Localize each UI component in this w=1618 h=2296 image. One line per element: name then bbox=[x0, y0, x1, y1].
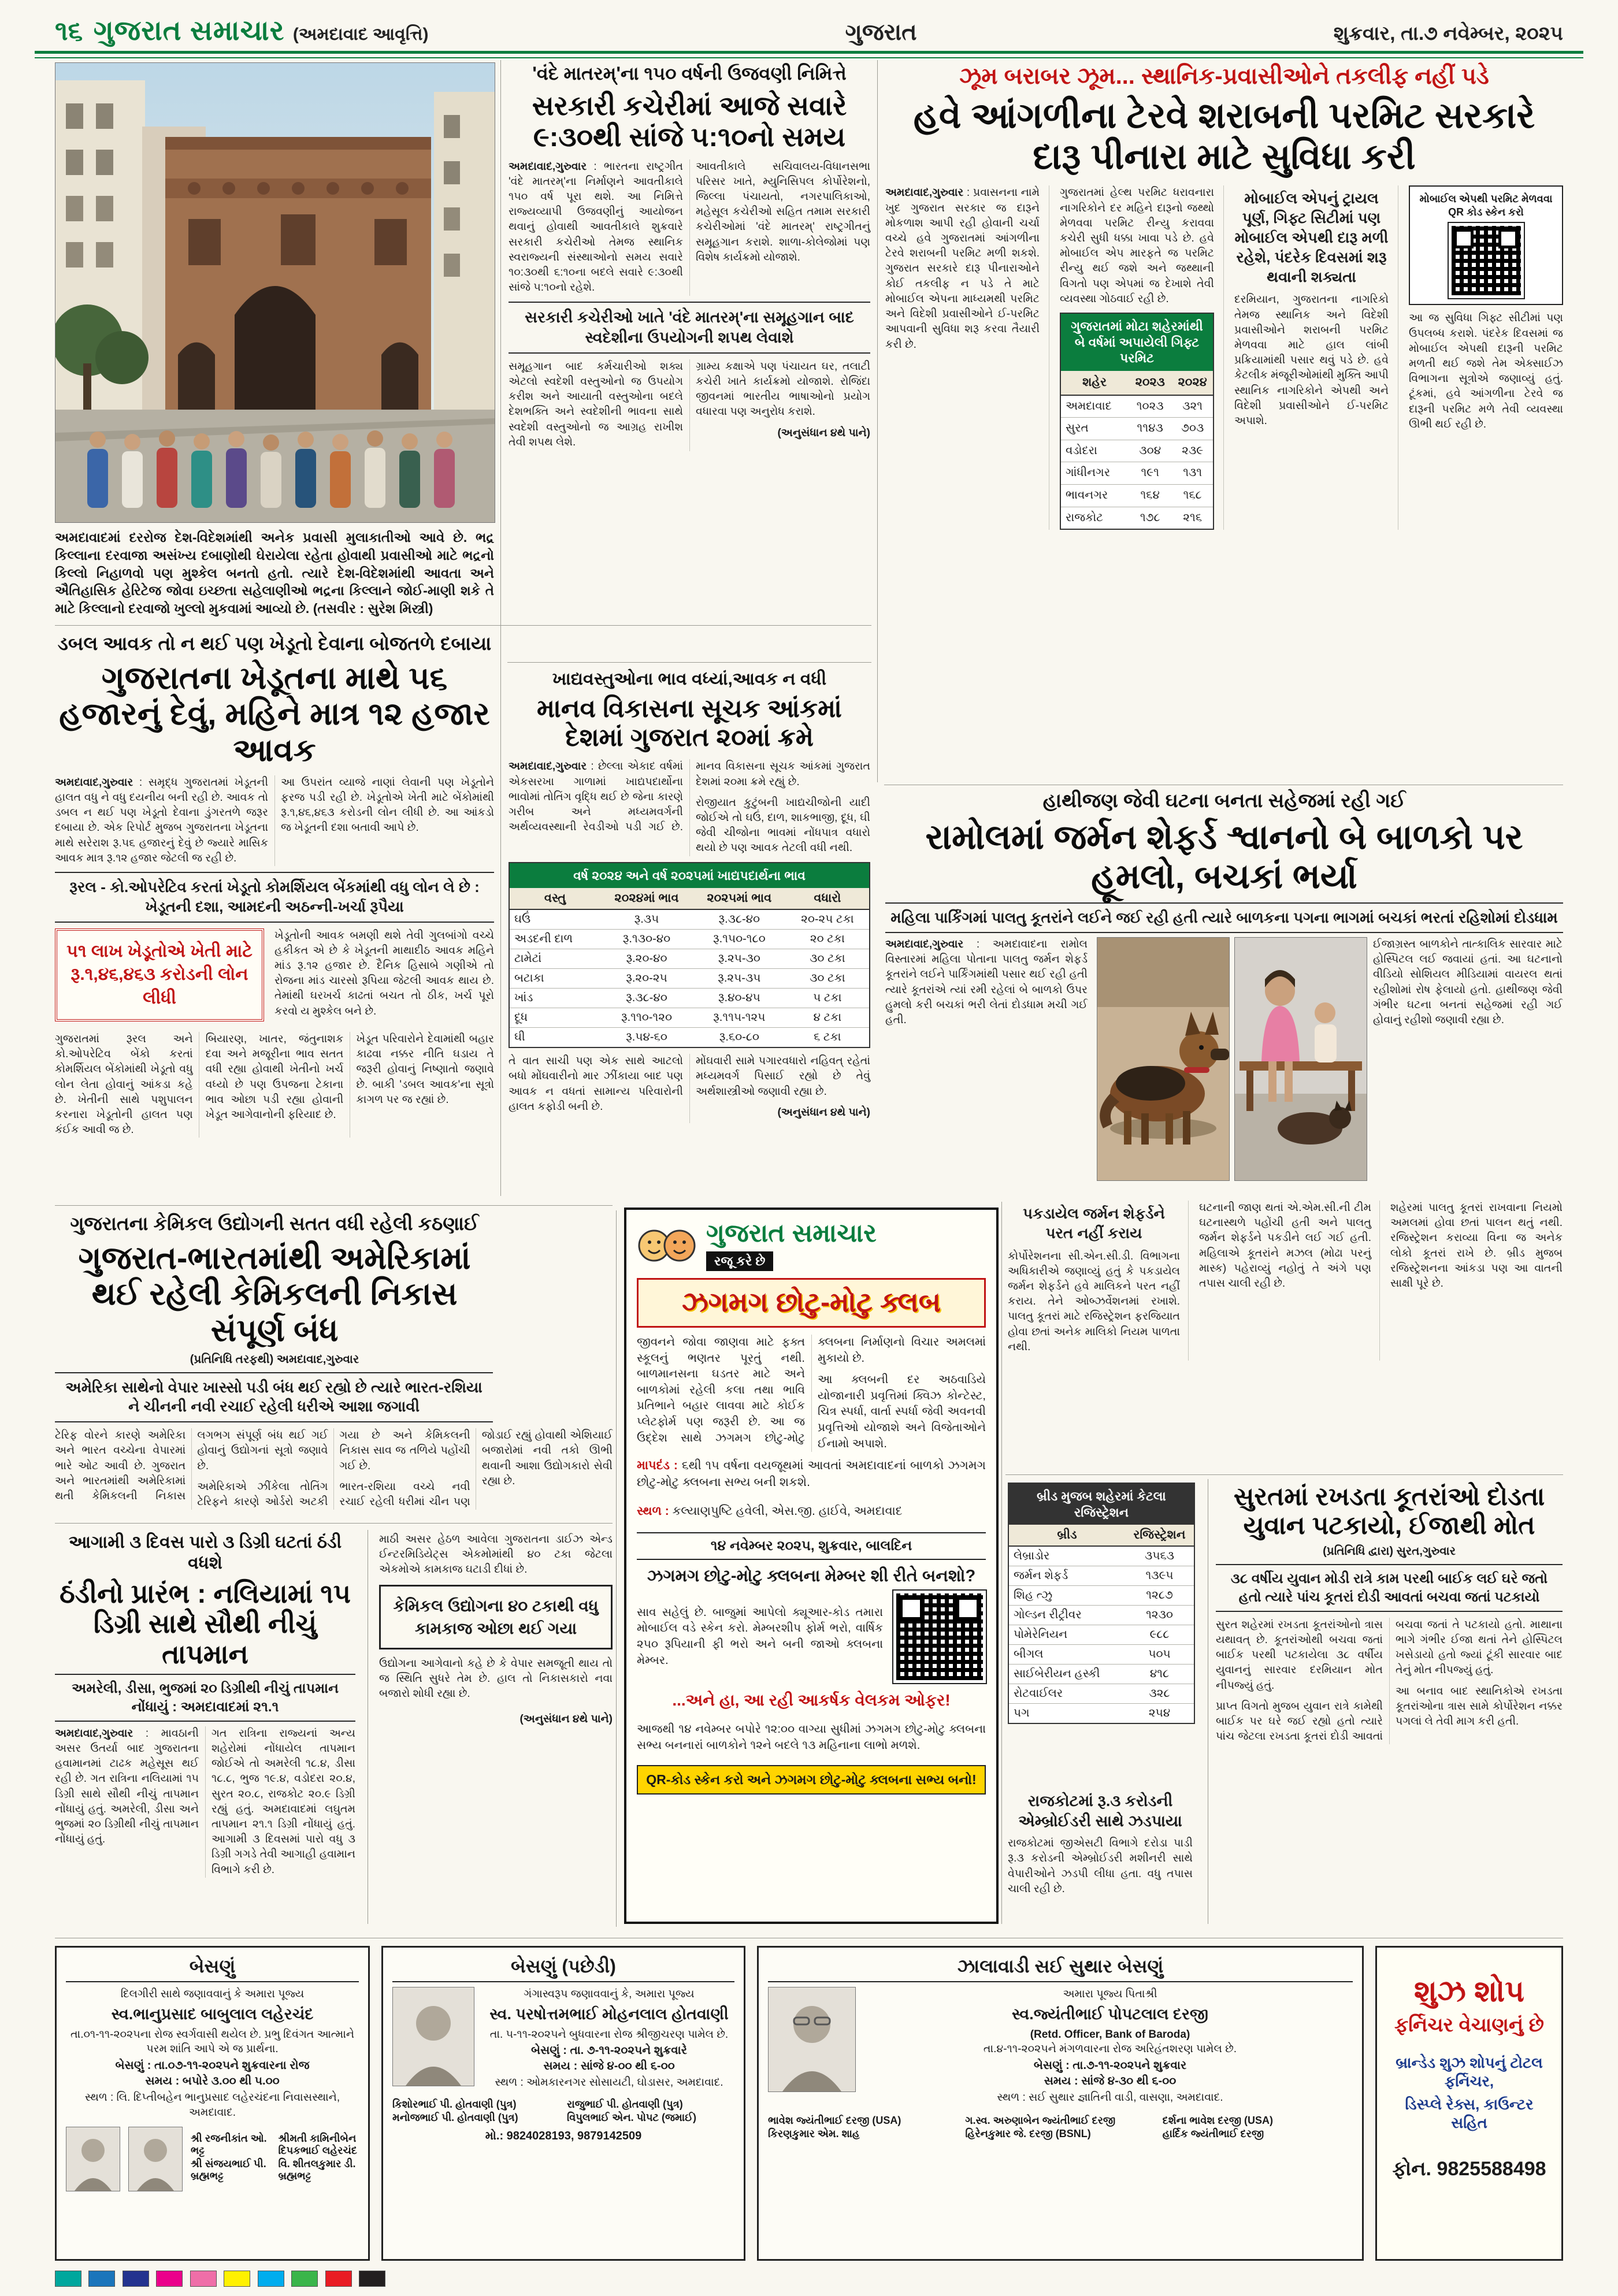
obituary-title: બેસણું (પછેડી) bbox=[392, 1956, 734, 1982]
table-title: ગુજરાતમાં મોટા શહેરમાંથી બે વર્ષમાં અપાયેલી ગિફ્ટ પરમિટ bbox=[1061, 314, 1213, 371]
mourner-name: શ્રી સંજયભાઈ પી. બ્રહ્મભટ્ટ bbox=[191, 2158, 266, 2182]
table-row: અમદાવાદ ૧૦૨૩ ૩૨૧ bbox=[1061, 395, 1213, 418]
page-number: ૧૬ bbox=[55, 16, 83, 46]
german-shepherd-photo bbox=[1097, 937, 1230, 1181]
portrait-photo bbox=[768, 1987, 856, 2092]
besnu-venue: સ્થળ : ઓમકારનગર સોસાયટી, ઘોડાસર, અમદાવાદ. bbox=[495, 2076, 723, 2089]
contact-phones: મો.: 9824028193, 9879142509 bbox=[485, 2129, 642, 2142]
club-field bbox=[637, 1503, 986, 1520]
deceased-designation: (Retd. Officer, Bank of Baroda) bbox=[1030, 2028, 1190, 2041]
besnu-time: સમય : બપોરે ૩.૦૦ થી ૫.૦૦ bbox=[145, 2074, 280, 2087]
obituary-detail: તા.૪-૧૧-૨૦૨૫ને મંગળવારના રોજ અરિહંતશરણ પામેલ છે. bbox=[983, 2043, 1237, 2056]
body-column bbox=[1409, 185, 1563, 530]
mourner-name: ભાવેશ જ્યંતીભાઈ દરજી (USA) bbox=[768, 2114, 901, 2126]
dateline: અમદાવાદ,ગુરુવાર bbox=[509, 760, 587, 773]
mourner-name: હિરેનકુમાર જે. દરજી (BSNL) bbox=[965, 2127, 1091, 2139]
continuation-note: (અનુસંધાન ૪થે પાને) bbox=[519, 1712, 613, 1725]
column-rule bbox=[616, 1210, 617, 1927]
paragraph: શહેરમાં પાલતુ કૂતરાં રાખવાના નિયમો અમલમાં હોવા છતાં પાલન થતું નથી. રજિસ્ટ્રેશન કરાવ્યા વિના જ અનેક લોકો કૂતરાં રાખે છે. બ્રીડ મુજબ રજિસ્ટ્રેશનના આંકડા પણ આ વાતની સાક્ષી પૂરે છે. bbox=[1390, 1202, 1563, 1290]
qr-box bbox=[1409, 185, 1563, 305]
portrait-photo bbox=[128, 2127, 183, 2191]
article-headline: સુરતમાં રખડતા કૂતરાંઓ દોડતા યુવાન પટકાયો, ઈજાથી મોત bbox=[1233, 1483, 1545, 1540]
byline-block bbox=[55, 1353, 494, 1366]
paragraph: દરમિયાન, ગુજરાતના નાગરિકો તેમજ સ્થાનિક અને વિદેશી પ્રવાસીઓને શરાબની પરમિટ મેળવવા માટે હાલ લાંબી પ્રક્રિયામાંથી પસાર થવું પડે છે. હવે કેટલીક મંજૂરીઓમાંથી મુક્તિ આપી સ્થાનિક નાગરિકોને એપથી અને વિદેશી પ્રવાસીઓને ઈ-પરમિટ અપાશે. bbox=[1234, 293, 1389, 428]
print-mark bbox=[123, 2271, 149, 2287]
body-column bbox=[1390, 1201, 1563, 1361]
ad-line: બ્રાન્ડેડ શુઝ શોપનું ટોટલ ફર્નિચર, bbox=[1396, 2054, 1543, 2090]
paragraph: ખેડૂત પરિવારોને દેવામાંથી બહાર કાઢવા નક્કર નીતિ ઘડાય તે જરૂરી હોવાનું નિષ્ણાતો જણાવે છે. બાકી 'ડબલ આવક'ના સૂત્રો કાગળ પર જ રહ્યાં છે. bbox=[356, 1032, 494, 1106]
table-row: ઘી રૂ.૫૪-૬૦ રૂ.૬૦-૮૦ ૬ ટકા bbox=[514, 1031, 841, 1044]
club-field bbox=[637, 1458, 986, 1491]
table-header bbox=[1009, 1525, 1194, 1546]
print-mark bbox=[325, 2271, 352, 2287]
paragraph: સુરત શહેરમાં રખડતા કૂતરાંઓનો ત્રાસ યથાવત્ છે. કૂતરાંઓથી બચવા જતાં બાઈક પરથી પટકાયેલા ૩૮ વર્ષીય યુવાનનું સારવાર દરમિયાન મોત નીપજ્યું હતું. bbox=[1216, 1618, 1383, 1692]
obituary-text bbox=[484, 1987, 734, 2090]
article-cold-wave bbox=[55, 1532, 355, 1878]
dateline: અમદાવાદ,ગુરુવાર bbox=[276, 1353, 359, 1366]
article-body bbox=[55, 1032, 494, 1138]
mourner-name: ગ.સ્વ. અરુણાબેન જ્યંતીભાઈ દરજી bbox=[965, 2114, 1116, 2126]
page-header bbox=[55, 15, 1563, 47]
table-row: વસ્તુ ૨૦૨૪માં ભાવ ૨૦૨૫માં ભાવ વધારો bbox=[510, 888, 869, 909]
article-kicker: ડબલ આવક તો ન થઈ પણ ખેડૂતો દેવાના બોજતળે દબાયા bbox=[57, 633, 492, 654]
table-row: દૂધ રૂ.૧૧૦-૧૨૦ રૂ.૧૧૫-૧૨૫ ૪ ટકા bbox=[510, 1008, 869, 1028]
paragraph: ભારતના રાષ્ટ્રગીત 'વંદે માતરમ્'ના નિર્માણને આવતીકાલે ૧૫૦ વર્ષ પૂરા થશે. આ નિમિત્તે રાજ્યવ્યાપી ઉજવણીનું આયોજન થવાનું હોવાથી આવતીકાલે શુક્રવારે સરકારી કચેરીઓ તેમજ સ્થાનિક સ્વરાજ્યની સંસ્થાઓનો સમય સવારે ૧૦:૩૦થી ૬:૧૦ના બદલે સવારે ૯:૩૦થી સાંજે ૫:૧૦નો રહેશે. bbox=[509, 160, 684, 294]
column-rule bbox=[877, 60, 878, 782]
table-row: રાજકોટ ૧૭૮ ૨૧૬ bbox=[1066, 511, 1203, 524]
ad-line: ડિસ્પ્લે રેક્સ, કાઉન્ટર સહિત bbox=[1405, 2096, 1534, 2131]
mourner-name: વિપુલભાઈ એન. પોપટ (જમાઈ) bbox=[567, 2111, 697, 2123]
print-mark bbox=[291, 2271, 318, 2287]
section-divider bbox=[1005, 1474, 1563, 1475]
besnu-time: સમય : સાંજે ૪-૦૦ થી ૬-૦૦ bbox=[543, 2060, 675, 2073]
club-date: ૧૪ નવેમ્બર ૨૦૨૫, શુક્રવાર, બાલદિન bbox=[637, 1532, 986, 1560]
table-row: ઘઉં રૂ.૩૫ રૂ.૩૮-૪૦ ૨૦-૨૫ ટકા bbox=[510, 909, 869, 930]
club-brand: ગુજરાત સમાચાર bbox=[706, 1219, 877, 1247]
paragraph: આ જ સુવિધા ગિફ્ટ સીટીમાં પણ ઉપલબ્ધ કરાશે. પંદરેક દિવસમાં જ મોબાઈલ એપથી દારૂની પરમિટ મળતી થઈ જશે તેમ એક્સાઈઝ વિભાગના સૂત્રોએ જણાવ્યું હતું. ટૂંકમાં, હવે આંગળીના ટેરવે જ દારૂની પરમિટ મળે તેવી વ્યવસ્થા ઊભી થઈ રહી છે. bbox=[1409, 312, 1563, 430]
besnu-venue: સ્થળ : લિ. દિપ્તીબહેન ભાનુપ્રસાદ લહેરચંદના નિવાસસ્થાને, અમદાવાદ. bbox=[84, 2091, 340, 2119]
table-row: બટાકા રૂ.૨૦-૨૫ રૂ.૨૫-૩૫ ૩૦ ટકા bbox=[510, 969, 869, 989]
article-body bbox=[1216, 1618, 1563, 1745]
paragraph: પ્રવાસનના નામે ખુદ ગુજરાત સરકાર જ દારૂને મોકળાશ આપી રહી હોવાની ચર્ચા વચ્ચે હવે ગુજરાતમાં આંગળીના ટેરવે શરાબની પરમિટ મળી શકશે. ગુજરાત સરકારે દારૂ પીનારાઓને કોઈ તકલીફ ન પડે તે માટે મોબાઈલ એપના માધ્યમથી પરમિટ અને વિદેશી પ્રવાસીઓને ઈ-પરમિટ આપવાની સુવિધા શરૂ કરવા તૈયારી કરી છે. bbox=[885, 187, 1040, 351]
table-row: સુરત ૧૧૪૩ ૭૦૩ bbox=[1061, 418, 1213, 440]
paragraph: સાવ સહેલું છે. બાજુમાં આપેલો ક્યૂઆર-કોડ તમારા મોબાઈલ વડે સ્કેન કરો. મેમ્બરશીપ ફોર્મ ભરો, વાર્ષિક ૨૫૦ રૂપિયાની ફી ભરો અને બની જાઓ ક્લબના મેમ્બર. bbox=[637, 1606, 883, 1667]
paragraph: ગુજરાતમાં રૂરલ અને કો.ઓપરેટિવ બેંકો કરતાં કોમર્શિયલ બેંકોમાંથી ખેડૂતો વધુ લોન લેતા હોવાનું આંકડા કહે છે. ખેતીની સાથે પશુપાલન કરનારા ખેડૂતોની હાલત પણ કંઈક આવી જ છે. bbox=[55, 1032, 193, 1136]
lead-photo-block bbox=[55, 62, 494, 618]
ad-title: શુઝ શોપ bbox=[1414, 1975, 1524, 2008]
paragraph: ભારત-રશિયા વચ્ચે નવી રચાઈ રહેલી ધરીમાં ચીન પણ જોડાઈ રહ્યું હોવાથી એશિયાઈ બજારોમાં નવી તકો ઊભી થવાની આશા ઉદ્યોગકારો સેવી રહ્યા છે. bbox=[339, 1429, 613, 1509]
article-chemical-exports bbox=[55, 1212, 613, 1510]
article-surat-stray-dogs bbox=[1216, 1483, 1563, 1744]
deceased-name: સ્વ.જ્યંતીભાઈ પોપટલાલ દરજી bbox=[1012, 2005, 1208, 2023]
paragraph: માવઠાની અસર ઉતર્યા બાદ ગુજરાતના હવામાનમાં ટાઢક મહેસૂસ થઈ રહી છે. ગત રાત્રિના નલિયામાં ૧૫ ડિગ્રી સાથે સૌથી નીચું તાપમાન નોંધાયું હતું. અમરેલી, ડીસા અને ભુજમાં ૨૦ ડિગ્રીથી નીચું તાપમાન નોંધાયું હતું. bbox=[55, 1727, 199, 1846]
field-value: કલ્યાણપુષ્ટિ હવેલી, એસ.જી. હાઈવે, અમદાવાદ bbox=[672, 1504, 903, 1518]
paragraph: રોજીયાત કુટુંબની ખાદ્યચીજોની યાદી જોઈએ તો ઘઉં, દાળ, શાકભાજી, દૂધ, ઘી જેવી ચીજોના ભાવમાં નોંધપાત્ર વધારો થયો છે પણ આવક તેટલી વધી નથી. bbox=[696, 796, 870, 855]
photo-credit: (તસવીર : સુરેશ મિસ્ત્રી) bbox=[313, 601, 433, 616]
article-headline: ગુજરાત-ભારતમાંથી અમેરિકામાં થઈ રહેલી કેમિકલની નિકાસ સંપૂર્ણ બંધ bbox=[78, 1239, 471, 1348]
article-body bbox=[55, 1428, 613, 1510]
mourner-name: શ્રી રજનીકાંત ઓ. ભટ્ટ bbox=[191, 2132, 267, 2157]
photo-caption-text: અમદાવાદમાં દરરોજ દેશ-વિદેશમાંથી અનેક પ્રવાસી મુલાકાતીઓ આવે છે. ભદ્ર કિલ્લાના દરવાજા અસંખ્ય દબાણોથી ઘેરાયેલા રહેતા હોવાથી પ્રવાસીઓ માટે ભદ્રનો કિલ્લો નિહાળવો પણ મુશ્કેલ બનતો હતો. ત્યારે દેશ-વિદેશમાંથી આવતા અને ઐતિહાસિક હેરિટેજ જોવા ઇચ્છતા સહેલાણીઓ ભદ્રના કિલ્લાને જોઈ-માણી શકે તે માટે કિલ્લાનો દરવાજો ખુલ્લો મુકવામાં આવ્યો છે. bbox=[55, 530, 494, 616]
paragraph: ઈજાગ્રસ્ત બાળકોને તાત્કાલિક સારવાર માટે હોસ્પિટલ લઈ જવાયાં હતાં. આ ઘટનાનો વીડિયો સોશિયલ મીડિયામાં વાયરલ થતાં રહીશોમાં રોષ ફેલાયો હતો. હાથીજણ જેવી ગંભીર ઘટના બનતાં સહેજમાં રહી ગઈ હોવાનું રહીશો જણાવી રહ્યા છે. bbox=[1373, 938, 1563, 1027]
header-rule bbox=[35, 51, 1583, 58]
table-row: જર્મન શેફર્ડ ૧૩૯૫ bbox=[1009, 1566, 1194, 1586]
mourner-name: રાજુભાઈ પી. હોતવાણી (પુત્ર) bbox=[567, 2098, 683, 2110]
paragraph: ઘટનાની જાણ થતાં એ.એમ.સી.ની ટીમ ઘટનાસ્થળે પહોંચી હતી અને પાલતુ જર્મન શેફર્ડને પકડીને લઈ ગઈ હતી. મહિલાએ કૂતરાંને મઝલ (મોઢા પરનું માસ્ક) પહેરાવ્યું નહોતું તે અંગે પણ તપાસ ચાલી રહી છે. bbox=[1199, 1202, 1371, 1290]
mourner-name: શ્રીમતી કામિનીબેન દિપકભાઈ લહેરચંદ bbox=[278, 2132, 357, 2157]
article-crosshead: મોબાઈલ એપનું ટ્રાયલ પૂર્ણ, ગિફ્ટ સિટીમાં પણ મોબાઈલ એપથી દારૂ મળી રહેશે, પંદરેક દિવસમાં શરૂ થવાની શક્યતા bbox=[1234, 190, 1389, 285]
club-presents: રજૂ કરે છે bbox=[706, 1251, 773, 1271]
food-price-table bbox=[509, 862, 870, 1049]
table-row: ગાંધીનગર ૧૯૧ ૧૩૧ bbox=[1061, 462, 1213, 485]
obituary-ad-laherchand bbox=[55, 1946, 370, 2261]
mourner-names bbox=[191, 2132, 359, 2182]
paragraph: સમૃદ્ધ ગુજરાતમાં ખેડૂતની હાલત વધુ ને વધુ દયનીય બની રહી છે. આવક તો ડબલ ન થઈ પણ ખેડૂતો દેવાના ડુંગરતળે જરૂર દબાયા છે. એક રિપોર્ટ મુજબ ગુજરાતના ખેડૂતના માથે સરેરાશ રૂ.૫૬ હજારનું દેવું છે જ્યારે માસિક આવક માત્ર રૂ.૧૨ હજાર જેટલી જ રહી છે. bbox=[55, 776, 269, 864]
article-body bbox=[885, 185, 1563, 530]
article-subhead: અમરેલી, ડીસા, ભુજમાં ૨૦ ડિગ્રીથી નીચું તાપમાન નોંધાયું : અમદાવાદમાં ૨૧.૧ bbox=[55, 1674, 355, 1721]
ramol-body-row bbox=[1008, 1201, 1563, 1361]
article-subhead: મહિલા પાર્કિંગમાં પાલતુ કૂતરાંને લઈને જઈ રહી હતી ત્યારે બાળકના પગના ભાગમાં બચકાં ભરતાં રહિશોમાં દોડધામ bbox=[885, 902, 1563, 934]
table-title: વર્ષ ૨૦૨૪ અને વર્ષ ૨૦૨૫માં ખાદ્યપદાર્થના ભાવ bbox=[510, 863, 869, 889]
print-mark bbox=[88, 2271, 115, 2287]
dateline: સુરત,ગુરુવાર bbox=[1396, 1545, 1456, 1558]
ramol-body-column: અમદાવાદ,ગુરુવાર : અમદાવાદના રામોલ વિસ્તારમાં મહિલા પોતાના પાલતુ જર્મન શેફર્ડ કૂતરાંને લઈને પાર્કિંગમાંથી પસાર થઈ રહી હતી ત્યારે કૂતરાંએ ત્યાં રમી રહેલાં બે બાળકો ઉપર હુમલો કરી બચકાં ભરી લેતાં દોડધામ મચી ગઈ હતી. bbox=[885, 938, 1088, 1027]
club-intro bbox=[637, 1335, 986, 1452]
qr-code-icon bbox=[893, 1591, 986, 1683]
table-row: ટામેટાં રૂ.૨૦-૪૦ રૂ.૨૫-૩૦ ૩૦ ટકા bbox=[510, 949, 869, 969]
besnu-date: બેસણું : તા.૦૭-૧૧-૨૦૨૫ને શુક્રવારના રોજ bbox=[115, 2059, 310, 2072]
paragraph: ગ્રામ્ય કક્ષાએ પણ પંચાયત ઘર, તલાટી કચેરી ખાતે કાર્યક્રમો યોજાશે. રોજિંદા જીવનમાં ભારતીય ભાષાઓનો પ્રયોગ વધારવા પણ અનુરોધ કરાશે. bbox=[696, 360, 870, 418]
masthead: ગુજરાત સમાચાર bbox=[93, 16, 285, 46]
besnu-date: બેસણું : તા. ૭-૧૧-૨૦૨૫ને શુક્રવારે bbox=[531, 2044, 687, 2057]
byline-block bbox=[1216, 1545, 1563, 1558]
bhadra-fort-photo bbox=[55, 62, 495, 523]
paragraph: ખેડૂતોની આવક બમણી થશે તેવી ગુલબાંગો વચ્ચે હકીકત એ છે કે ખેડૂતની માથાદીઠ આવક મહિને માંડ રૂ.૧૨ હજાર છે. દૈનિક હિસાબે ગણીએ તો રોજના માંડ ચારસો રૂપિયા જેટલી આવક થાય છે. તેમાંથી ઘરખર્ચ કાઢતાં બચત તો ઠીક, ખર્ચ પૂરો કરવો ય મુશ્કેલ બને છે. bbox=[274, 929, 494, 1017]
article-headline: સરકારી કચેરીમાં આજે સવારે ૯:૩૦થી સાંજે ૫:૧૦નો સમય bbox=[532, 90, 847, 152]
ad-subtitle: ફર્નિચર વેચાણનું છે bbox=[1394, 2014, 1544, 2036]
obituary-text bbox=[867, 1987, 1353, 2105]
paragraph: સમૂહગાન બાદ કર્મચારીઓ શક્ય એટલો સ્વદેશી વસ્તુઓનો જ ઉપયોગ કરીશ અને આયાતી વસ્તુઓના બદલે દેશભક્તિ અને સ્વદેશીની ભાવના સાથે સ્વદેશી વસ્તુઓનો જ આગ્રહ રાખીશ તેવી શપથ લેશે. bbox=[509, 360, 683, 448]
continuation-note: (અનુસંધાન ૪થે પાને) bbox=[777, 1106, 870, 1119]
article-liquor-permit bbox=[885, 62, 1563, 530]
article-kicker: હાથીજણ જેવી ઘટના બનતા સહેજમાં રહી ગઈ bbox=[1042, 790, 1406, 812]
print-mark bbox=[258, 2271, 284, 2287]
field-label: માપદંડ : bbox=[637, 1459, 678, 1473]
paragraph: ઉદ્યોગના આગેવાનો કહે છે કે વેપાર સમજૂતી થાય તો જ સ્થિતિ સુધરે તેમ છે. હાલ તો નિકાસકારો નવા બજારો શોધી રહ્યા છે. bbox=[379, 1658, 613, 1700]
deceased-name: સ્વ. પરષોત્તમભાઈ મોહનલાલ હોતવાણી bbox=[489, 2005, 729, 2023]
table-row: પગ ૨૫૪ bbox=[1014, 1707, 1171, 1719]
article-subhead: ૩૮ વર્ષીય યુવાન મોડી રાત્રે કામ પરથી બાઈક લઈ ઘરે જતો હતો ત્યારે પાંચ કૂતરાં દોડી આવતાં બચવા જતાં પટકાયો bbox=[1216, 1564, 1563, 1611]
paragraph: આ ઉપરાંત વ્યાજે નાણાં લેવાની પણ ખેડૂતોને ફરજ પડી રહી છે. ખેડૂતોએ ખેતી માટે બેંકોમાંથી રૂ.૧,૪૬,૪૬૩ કરોડની લોન લીધી છે. આ આંકડો જ ખેડૂતની દશા બતાવી આપે છે. bbox=[281, 776, 494, 834]
article-crosshead: પકડાયેલ જર્મન શેફર્ડને પરત નહીં કરાય bbox=[1023, 1205, 1165, 1242]
article-kicker: આગામી ૩ દિવસ પારો ૩ ડિગ્રી ઘટતાં ઠંડી વધશે bbox=[68, 1533, 342, 1573]
dateline: અમદાવાદ,ગુરુવાર bbox=[55, 776, 133, 789]
dateline: અમદાવાદ,ગુરુવાર bbox=[509, 160, 587, 173]
article-kicker: 'વંદે માતરમ્'ના ૧૫૦ વર્ષની ઉજવણી નિમિત્તે bbox=[532, 63, 847, 84]
photo-caption bbox=[55, 529, 494, 618]
paragraph: ટેરિફ વોરને કારણે અમેરિકા અને ભારત વચ્ચેના વેપારમાં ભારે ઓટ આવી છે. ગુજરાત અને ભારતમાંથી અમેરિકામાં થતી કેમિકલની નિકાસ લગભગ સંપૂર્ણ બંધ થઈ ગઈ હોવાનું ઉદ્યોગનાં સૂત્રો જણાવે છે. bbox=[55, 1429, 328, 1503]
obituary-intro: દિલગીરી સાથે જણાવવાનું કે અમારા પૂજ્ય bbox=[120, 1988, 305, 2000]
paragraph: છેલ્લા એકાદ વર્ષમાં એકસરખા ગાળામાં ખાદ્યપદાર્થોના ભાવોમાં તોતિંગ વૃદ્ધિ થઈ છે જેના કારણે ગરીબ અને મધ્યમવર્ગની અર્થવ્યવસ્થાની રેવડીઓ પડી ગઈ છે. માનવ વિકાસના સૂચક આંકમાં ગુજરાત દેશમાં ૨૦મા ક્રમે રહ્યું છે. bbox=[509, 760, 870, 834]
loan-stat-box: ૫૧ લાખ ખેડૂતોએ ખેતી માટે રૂ.૧,૪૬,૪૬૩ કરોડની લોન લીધી bbox=[55, 928, 264, 1022]
table-header bbox=[1061, 371, 1213, 395]
obituary-title: ઝાલાવાડી સઈ સુથાર બેસણું bbox=[768, 1956, 1353, 1982]
qr-box-label: મોબાઈલ એપથી પરમિટ મેળવવા QR કોડ સ્કેન કરો bbox=[1419, 193, 1553, 218]
paragraph: અમેરિકાએ ઝીંકેલા તોતિંગ ટેરિફને કારણે ઓર્ડરો અટકી ગયા છે અને કેમિકલની નિકાસ સાવ જ તળિયે પહોંચી ગઈ છે. bbox=[197, 1429, 470, 1509]
table-row: બીગલ ૫૦૫ bbox=[1009, 1645, 1194, 1665]
print-mark bbox=[224, 2271, 250, 2287]
ad-phone: ફોન. 9825588498 bbox=[1392, 2158, 1546, 2180]
zagmag-club-ad bbox=[624, 1208, 999, 1924]
article-headline: રામોલમાં જર્મન શેફર્ડ શ્વાનનો બે બાળકો પર હૂમલો, બચકાં ભર્યા bbox=[925, 817, 1523, 896]
print-mark bbox=[55, 2271, 81, 2287]
article-body: અમદાવાદ,ગુરુવાર : માવઠાની અસર ઉતર્યા બાદ ગુજરાતના હવામાનમાં ટાઢક મહેસૂસ થઈ રહી છે. ગત રાત્રિના નલિયામાં ૧૫ ડિગ્રી સાથે સૌથી નીચું તાપમાન નોંધાયું હતું. અમરેલી, ડીસા અને ભુજમાં ૨૦ ડિગ્રીથી નીચું તાપમાન નોંધાયું હતું. ગત રાત્રિના રાજ્યનાં અન્ય શહેરોમાં નોંધાયેલ તાપમાન જોઈએ તો અમરેલી ૧૮.૪, ડીસા ૧૮.૮, ભુજ ૧૯.૪, વડોદરા ૨૦.૪, સુરત ૨૦.૮, રાજકોટ ૨૦.૯ ડિગ્રી રહ્યું હતું. અમદાવાદમાં લઘુતમ તાપમાન ૨૧.૧ ડિગ્રી નોંધાયું હતું. આગામી ૩ દિવસમાં પારો વધુ ૩ ડિગ્રી ગગડે તેવી આગાહી હવામાન વિભાગે કરી છે. bbox=[55, 1726, 355, 1878]
byline: (પ્રતિનિધિ દ્વારા) bbox=[1323, 1545, 1394, 1558]
club-footer: QR-કોડ સ્કેન કરો અને ઝગમગ છોટુ-મોટુ ક્લબના સભ્ય બનો! bbox=[637, 1765, 986, 1795]
article-kicker: ઝૂમ બરાબર ઝૂમ... સ્થાનિક-પ્રવાસીઓને તકલીફ નહીં પડે bbox=[959, 64, 1489, 89]
article-body bbox=[509, 359, 870, 451]
obituary-ad-hotvani bbox=[381, 1946, 745, 2261]
portrait-photo bbox=[392, 1987, 474, 2086]
table-row: ખાંડ રૂ.૩૮-૪૦ રૂ.૪૦-૪૫ ૫ ટકા bbox=[510, 989, 869, 1008]
brief-headline: રાજકોટમાં રૂ.૩ કરોડની એમ્બ્રોઈડરી સાથે ઝડપાયા bbox=[1018, 1792, 1182, 1830]
obituary-intro: ગંગાસ્વરૂપ જણાવવાનું કે, અમારા પૂજ્ય bbox=[524, 1988, 695, 2000]
cartoon-kids-icon bbox=[637, 1225, 697, 1265]
article-farmer-debt bbox=[55, 632, 494, 1138]
paragraph: આવતીકાલે સચિવાલય-વિધાનસભા પરિસર ખાતે, મ્યુનિસિપલ કોર્પોરેશનો, જિલ્લા પંચાયતો, નગરપાલિકાઓ, મહેસૂલ કચેરીઓ સહિત તમામ સરકારી કચેરીઓમાં 'વંદે માતરમ્' રાષ્ટ્રગીતનું સમૂહગાન કરાશે. શાળા-કોલેજોમાં પણ વિશેષ કાર્યક્રમો યોજાશે. bbox=[696, 160, 870, 263]
paragraph: જીવનને જોવા જાણવા માટે ફક્ત સ્કૂલનું ભણતર પૂરતું નથી. બાળમાનસના ઘડતર માટે અને બાળકોમાં રહેલી કલા તથા ભાવિ પ્રતિભાને બહાર લાવવા માટે કોઈક પ્લેટફોર્મ પણ જરૂરી છે. આ જ ઉદ્દેશ સાથે ઝગમગ છોટુ-મોટુ ક્લબના નિર્માણનો વિચાર અમલમાં મુકાયો છે. bbox=[637, 1336, 986, 1444]
ramol-columns bbox=[1008, 1201, 1563, 1361]
body-column: અમદાવાદ,ગુરુવાર : પ્રવાસનના નામે ખુદ ગુજરાત સરકાર જ દારૂને મોકળાશ આપી રહી હોવાની ચર્ચા વચ્ચે હવે ગુજરાતમાં આંગળીના ટેરવે શરાબની પરમિટ મળી શકશે. ગુજરાત સરકારે દારૂ પીનારાઓને કોઈ તકલીફ ન પડે તે માટે મોબાઈલ એપના માધ્યમથી પરમિટ અને વિદેશી પ્રવાસીઓને ઈ-પરમિટ આપવાની સુવિધા શરૂ કરવા તૈયારી કરી છે. bbox=[885, 185, 1049, 530]
section-divider bbox=[55, 1205, 613, 1206]
article-subhead: સરકારી કચેરીઓ ખાતે 'વંદે માતરમ્'ના સમૂહગાન બાદ સ્વદેશીના ઉપયોગની શપથ લેવાશે bbox=[509, 302, 870, 354]
table-row: વડોદરા ૩૦૪ ૨૩૯ bbox=[1061, 440, 1213, 462]
article-body bbox=[509, 1054, 870, 1123]
paragraph: ગુજરાતમાં હેલ્થ પરમિટ ધરાવનારા નાગરિકોને દર મહિને દારૂનો જથ્થો મેળવવા પરમિટ રીન્યુ કરાવવા કચેરી સુધી ધક્કા ખાવા પડે છે. હવે મોબાઈલ એપ મારફતે જ પરમિટ રીન્યુ થઈ જશે અને જથ્થાની વિગતો પણ એપમાં જ દેખાશે તેવી વ્યવસ્થા ગોઠવાઈ રહી છે. bbox=[1060, 187, 1214, 305]
dateline: અમદાવાદ,ગુરુવાર bbox=[885, 187, 964, 199]
paragraph: આ ક્લબની દર અઠવાડિયે યોજાનારી પ્રવૃત્તિમાં ક્વિઝ કોન્ટેસ્ટ, ચિત્ર સ્પર્ધા, વાર્તા સ્પર્ધા જેવી અવનવી પ્રવૃત્તિઓ યોજાશે અને વિજેતાઓને ઈનામો અપાશે. bbox=[818, 1373, 986, 1450]
article-body: અમદાવાદ,ગુરુવાર : સમૃદ્ધ ગુજરાતમાં ખેડૂતની હાલત વધુ ને વધુ દયનીય બની રહી છે. આવક તો ડબલ ન થઈ પણ ખેડૂતો દેવાના ડુંગરતળે જરૂર દબાયા છે. એક રિપોર્ટ મુજબ ગુજરાતના ખેડૂતના માથે સરેરાશ રૂ.૫૬ હજારનું દેવું છે જ્યારે માસિક આવક માત્ર રૂ.૧૨ હજાર જેટલી જ રહી છે. આ ઉપરાંત વ્યાજે નાણાં લેવાની પણ ખેડૂતોને ફરજ પડી રહી છે. ખેડૂતોએ ખેતી માટે બેંકોમાંથી રૂ.૧,૪૬,૪૬૩ કરોડની લોન લીધી છે. આ આંકડો જ ખેડૂતની દશા બતાવી આપે છે. bbox=[55, 776, 494, 864]
club-title: ઝગમગ છોટુ-મોટુ ક્લબ bbox=[637, 1278, 986, 1328]
table-title: બ્રીડ મુજબ શહેરમાં કેટલા રજિસ્ટ્રેશન bbox=[1009, 1484, 1194, 1525]
paragraph: બિયારણ, ખાતર, જંતુનાશક દવા અને મજૂરીના ભાવ સતત વધી રહ્યા હોવાથી ખેતીનો ખર્ચ વધ્યો છે પણ ઉપજના ટેકાના ભાવ ઓછા પડી રહ્યા હોવાની ખેડૂત આગેવાનોની ફરિયાદ છે. bbox=[205, 1032, 344, 1121]
article-headline: હવે આંગળીના ટેરવે શરાબની પરમિટ સરકારે દારૂ પીનારા માટે સુવિધા કરી bbox=[913, 96, 1535, 177]
obituary-detail: તા. ૫-૧૧-૨૦૨૫ને બુધવારના રોજ શ્રીજીચરણ પામેલ છે. bbox=[489, 2028, 729, 2041]
paragraph: મોંઘવારી સામે પગારવધારો નહિવત્ રહેતાં મધ્યમવર્ગ પિસાઈ રહ્યો છે તેવું અર્થશાસ્ત્રીઓ જણાવી રહ્યા છે. bbox=[696, 1055, 870, 1098]
chemical-continuation-column bbox=[379, 1532, 613, 1737]
besnu-venue: સ્થળ : સઈ સુથાર જ્ઞાતિની વાડી, વાસણા, અમદાવાદ. bbox=[997, 2091, 1223, 2104]
continuation-note: (અનુસંધાન ૪થે પાને) bbox=[777, 426, 870, 439]
table-row: શિહ ત્ઝુ ૧૨૮૭ bbox=[1009, 1586, 1194, 1606]
body-column bbox=[1060, 185, 1224, 530]
table-row: રોટવાઈલર ૩૨૮ bbox=[1009, 1684, 1194, 1704]
obituary-main bbox=[768, 1987, 1353, 2105]
article-body: અમદાવાદ,ગુરુવાર : ભારતના રાષ્ટ્રગીત 'વંદે માતરમ્'ના નિર્માણને આવતીકાલે ૧૫૦ વર્ષ પૂરા થશે. આ નિમિત્તે રાજ્યવ્યાપી ઉજવણીનું આયોજન થવાનું હોવાથી આવતીકાલે શુક્રવારે સરકારી કચેરીઓ તેમજ સ્થાનિક સ્વરાજ્યની સંસ્થાઓનો સમય સવારે ૧૦:૩૦થી ૬:૧૦ના બદલે સવારે ૯:૩૦થી સાંજે ૫:૧૦નો રહેશે. આવતીકાલે સચિવાલય-વિધાનસભા પરિસર ખાતે, મ્યુનિસિપલ કોર્પોરેશનો, જિલ્લા પંચાયતો, નગરપાલિકાઓ, મહેસૂલ કચેરીઓ સહિત તમામ સરકારી કચેરીઓમાં 'વંદે માતરમ્' રાષ્ટ્રગીતનું સમૂહગાન કરાશે. શાળા-કોલેજોમાં પણ વિશેષ કાર્યક્રમો યોજાશે. bbox=[509, 160, 870, 294]
article-subhead: અમેરિકા સાથેનો વેપાર ખાસ્સો પડી બંધ થઈ રહ્યો છે ત્યારે ભારત-રશિયા ને ચીનની નવી રચાઈ રહેલી ધરીએ આશા જગાવી bbox=[55, 1372, 493, 1423]
dateline: અમદાવાદ,ગુરુવાર bbox=[885, 938, 964, 950]
mourner-names bbox=[392, 2098, 734, 2124]
gift-permit-table bbox=[1060, 313, 1214, 530]
obituary-title: બેસણું bbox=[66, 1956, 359, 1982]
paragraph: તે વાત સાચી પણ એક સાથે આટલો બધો મોંઘવારીનો માર ઝીંકાયા બાદ પણ આવક ન વધતાં સામાન્ય પરિવારોની હાલત કફોડી બની છે. bbox=[509, 1055, 683, 1113]
field-value: ૬થી ૧૫ વર્ષના વયજૂથમાં આવતાં અમદાવાદનાં બાળકો ઝગમગ છોટુ-મોટુ ક્લબના સભ્ય બની શકશે. bbox=[637, 1459, 986, 1489]
mourner-name: હાર્દિક જ્યંતીભાઈ દરજી bbox=[1162, 2127, 1264, 2139]
column-rule bbox=[1001, 1202, 1002, 1924]
body-column bbox=[1008, 1201, 1189, 1361]
page-date: શુક્રવાર, તા.૭ નવેમ્બર, ૨૦૨૫ bbox=[1333, 23, 1563, 44]
section-divider bbox=[55, 1523, 613, 1524]
article-ramol-dog-attack bbox=[885, 789, 1563, 940]
body-column bbox=[274, 928, 494, 1025]
article-body bbox=[55, 928, 494, 1025]
club-offer-title: ...અને હા, આ રહી આકર્ષક વેલકમ ઓફર! bbox=[672, 1691, 951, 1710]
paragraph: આજથી ૧૪ નવેમ્બર બપોરે ૧૨:૦૦ વાગ્યા સુધીમાં ઝગમગ છોટુ-મોટુ ક્લબના સભ્ય બનનારાં બાળકોને ૧૨ને બદલે ૧૩ મહિનાના લાભો મળશે. bbox=[637, 1723, 986, 1752]
print-color-strip bbox=[55, 2271, 390, 2290]
breed-registration-table bbox=[1008, 1483, 1195, 1724]
article-headline: ઠંડીનો પ્રારંભ : નલિયામાં ૧૫ ડિગ્રી સાથે સૌથી નીચું તાપમાન bbox=[60, 1578, 351, 1669]
besnu-time: સમય : સાંજે ૪-૩૦ થી ૬-૦૦ bbox=[1044, 2074, 1177, 2087]
dateline: અમદાવાદ,ગુરુવાર bbox=[55, 1727, 133, 1740]
paragraph: કોર્પોરેશનના સી.એન.સી.ડી. વિભાગના અધિકારીએ જણાવ્યું હતું કે પકડાયેલ જર્મન શેફર્ડને હવે માલિકને પરત નહીં કરાય. તેને ઓબ્ઝર્વેશનમાં રખાશે. પાલતુ કૂતરાં માટે રજિસ્ટ્રેશન ફરજિયાત હોવા છતાં અનેક માલિકો નિયમ પાળતા નથી. bbox=[1008, 1250, 1180, 1353]
body-column bbox=[1234, 185, 1398, 530]
table-row: ભાવનગર ૧૬૪ ૧૬૮ bbox=[1061, 484, 1213, 507]
table-row: અડદની દાળ રૂ.૧૩૦-૪૦ રૂ.૧૫૦-૧૮૦ ૨૦ ટકા bbox=[510, 930, 869, 949]
column-rule bbox=[500, 60, 501, 1196]
paragraph: પ્રાપ્ત વિગતો મુજબ યુવાન રાત્રે કામેથી બાઈક પર ઘરે જઈ રહ્યો હતો ત્યારે પાંચ જેટલા રખડતા કૂતરાં દોડી આવતાં બચવા જતાં તે પટકાયો હતો. માથાના ભાગે ગંભીર ઈજા થતાં તેને હોસ્પિટલ ખસેડાયો હતો જ્યાં ટૂંકી સારવાર બાદ તેનું મોત નીપજ્યું હતું. bbox=[1216, 1618, 1563, 1743]
body-column bbox=[1199, 1201, 1380, 1361]
woman-with-dog-photo bbox=[1234, 937, 1367, 1181]
paragraph: અમદાવાદના રામોલ વિસ્તારમાં મહિલા પોતાના પાલતુ જર્મન શેફર્ડ કૂતરાંને લઈને પાર્કિંગમાંથી પસાર થઈ રહી હતી ત્યારે કૂતરાંએ ત્યાં રમી રહેલાં બે બાળકો ઉપર હુમલો કરી બચકાં ભરી લેતાં દોડધામ મચી ગઈ હતી. bbox=[885, 938, 1088, 1027]
table-header bbox=[510, 888, 869, 909]
obituary-intro: અમારા પૂજ્ય પિતાશ્રી bbox=[1063, 1988, 1157, 2000]
club-brand-group bbox=[706, 1219, 877, 1271]
table-row: શહેર ૨૦૨૩ ૨૦૨૪ bbox=[1061, 371, 1213, 395]
article-hdi-rank bbox=[509, 669, 870, 1123]
print-mark bbox=[359, 2271, 385, 2287]
rajkot-brief bbox=[1008, 1791, 1193, 1908]
edition-label: (અમદાવાદ આવૃત્તિ) bbox=[292, 25, 429, 44]
deceased-name: સ્વ.ભાનુપ્રસાદ બાબુલાલ લહેરચંદ bbox=[111, 2005, 314, 2023]
table-row: ગોલ્ડન રીટ્રીવર ૧૨૩૦ bbox=[1009, 1606, 1194, 1625]
chemical-stat-box: કેમિકલ ઉદ્યોગના ૪૦ ટકાથી વધુ કામકાજ ઓછા થઈ ગયા bbox=[379, 1585, 613, 1649]
obituary-footer bbox=[66, 2127, 359, 2191]
qr-code-icon bbox=[1449, 223, 1524, 298]
article-subhead: રૂરલ - કો.ઓપરેટિવ કરતાં ખેડૂતો કોમર્શિયલ બેંકમાંથી વધુ લોન લે છે : ખેડૂતની દશા, આમદની અઠન્ની-ખર્ચા રૂપૈયા bbox=[55, 872, 494, 923]
article-vande-mataram bbox=[509, 62, 870, 451]
obituary-detail: તા.૦૧-૧૧-૨૦૨૫ના રોજ સ્વર્ગવાસી થયેલ છે. પ્રભુ દિવંગત આત્માને પરમ શાંતિ આપે એ જ પ્રાર્થના. bbox=[70, 2028, 355, 2056]
article-body: અમદાવાદ,ગુરુવાર : છેલ્લા એકાદ વર્ષમાં એકસરખા ગાળામાં ખાદ્યપદાર્થોના ભાવોમાં તોતિંગ વૃદ્ધિ થઈ છે જેના કારણે ગરીબ અને મધ્યમવર્ગની અર્થવ્યવસ્થાની રેવડીઓ પડી ગઈ છે. માનવ વિકાસના સૂચક આંકમાં ગુજરાત દેશમાં ૨૦મા ક્રમે રહ્યું છે. રોજીયાત કુટુંબની ખાદ્યચીજોની યાદી જોઈએ તો ઘઉં, દાળ, શાકભાજી, દૂધ, ઘી જેવી ચીજોના ભાવમાં નોંધપાત્ર વધારો થયો છે પણ આવક તેટલી વધી નથી. bbox=[509, 759, 870, 856]
mourner-name: કિરણકુમાર એમ. શાહ bbox=[768, 2127, 860, 2139]
table-row: પોમેરેનિયન ૯૮૮ bbox=[1009, 1625, 1194, 1645]
article-kicker: ખાદ્યવસ્તુઓના ભાવ વધ્યાં,આવક ન વધી bbox=[552, 670, 827, 689]
paragraph: માઠી અસર હેઠળ આવેલા ગુજરાતના ડાઈઝ એન્ડ ઈન્ટરમિડિયેટ્સ એકમોમાંથી ૪૦ ટકા જેટલા એકમોએ કામકાજ ઘટાડી દીધાં છે. bbox=[379, 1533, 613, 1576]
masthead-group bbox=[55, 15, 429, 47]
print-mark bbox=[190, 2271, 217, 2287]
obituary-main bbox=[392, 1987, 734, 2090]
table-row: સાઈબેરીયન હસ્કી ૪૧૮ bbox=[1009, 1665, 1194, 1684]
mourner-name: કિશોરભાઈ પી. હોતવાણી (પુત્ર) bbox=[392, 2098, 517, 2110]
article-headline: ગુજરાતના ખેડૂતના માથે ૫૬ હજારનું દેવું, મહિને માત્ર ૧૨ હજાર આવક bbox=[59, 659, 490, 768]
mourner-names bbox=[768, 2115, 1353, 2140]
table-row: બ્રીડ રજિસ્ટ્રેશન bbox=[1009, 1525, 1194, 1546]
paragraph: આ બનાવ બાદ સ્થાનિકોએ રખડતા કૂતરાંઓના ત્રાસ સામે કોર્પોરેશન નક્કર પગલાં લે તેવી માગ કરી હતી. bbox=[1396, 1685, 1563, 1727]
club-how-title: ઝગમગ છોટુ-મોટુ ક્લબના મેમ્બર શી રીતે બનશો? bbox=[647, 1567, 976, 1586]
besnu-date: બેસણું : તા.૭-૧૧-૨૦૨૫ને શુક્રવાર bbox=[1033, 2059, 1187, 2072]
print-mark bbox=[156, 2271, 183, 2287]
paragraph: રાજકોટમાં જીએસટી વિભાગે દરોડા પાડી રૂ.૩ કરોડની એમ્બ્રોઈડરી મશીનરી સાથે વેપારીઓને ઝડપી લીધા હતા. વધુ તપાસ ચાલી રહી છે. bbox=[1008, 1837, 1193, 1895]
mourner-name: મનોજભાઈ પી. હોતવાણી (પુત્ર) bbox=[392, 2111, 518, 2123]
club-how-row bbox=[637, 1591, 986, 1683]
mourner-name: વિ. શીતલકુમાર ડી. બ્રહ્મભટ્ટ bbox=[278, 2158, 356, 2182]
section-title: ગુજરાત bbox=[845, 20, 917, 45]
field-label: સ્થળ : bbox=[637, 1504, 669, 1518]
article-headline: માનવ વિકાસના સૂચક આંકમાં દેશમાં ગુજરાત ૨૦માં ક્રમે bbox=[537, 694, 842, 752]
table-row: લેબ્રાડોર ૩૫૬૩ bbox=[1009, 1546, 1194, 1566]
mourner-name: દર્શના ભાવેશ દરજી (USA) bbox=[1162, 2114, 1274, 2126]
shoe-shop-ad bbox=[1375, 1946, 1563, 2261]
ramol-body-column bbox=[1373, 937, 1563, 1191]
section-divider bbox=[507, 662, 871, 663]
paragraph: ગત રાત્રિના રાજ્યનાં અન્ય શહેરોમાં નોંધાયેલ તાપમાન જોઈએ તો અમરેલી ૧૮.૪, ડીસા ૧૮.૮, ભુજ ૧૯.૪, વડોદરા ૨૦.૪, સુરત ૨૦.૮, રાજકોટ ૨૦.૯ ડિગ્રી રહ્યું હતું. અમદાવાદમાં લઘુતમ તાપમાન ૨૧.૧ ડિગ્રી નોંધાયું હતું. આગામી ૩ દિવસમાં પારો વધુ ૩ ડિગ્રી ગગડે તેવી આગાહી હવામાન વિભાગે કરી છે. bbox=[211, 1727, 355, 1876]
portrait-photo bbox=[66, 2127, 120, 2191]
byline: (પ્રતિનિધિ તરફથી) bbox=[190, 1353, 274, 1366]
section-divider bbox=[55, 625, 871, 626]
club-ad-header bbox=[637, 1219, 986, 1271]
article-kicker: ગુજરાતના કેમિકલ ઉદ્યોગની સતત વધી રહેલી કઠણાઈ bbox=[70, 1213, 479, 1234]
obituary-ad-darji bbox=[757, 1946, 1364, 2261]
